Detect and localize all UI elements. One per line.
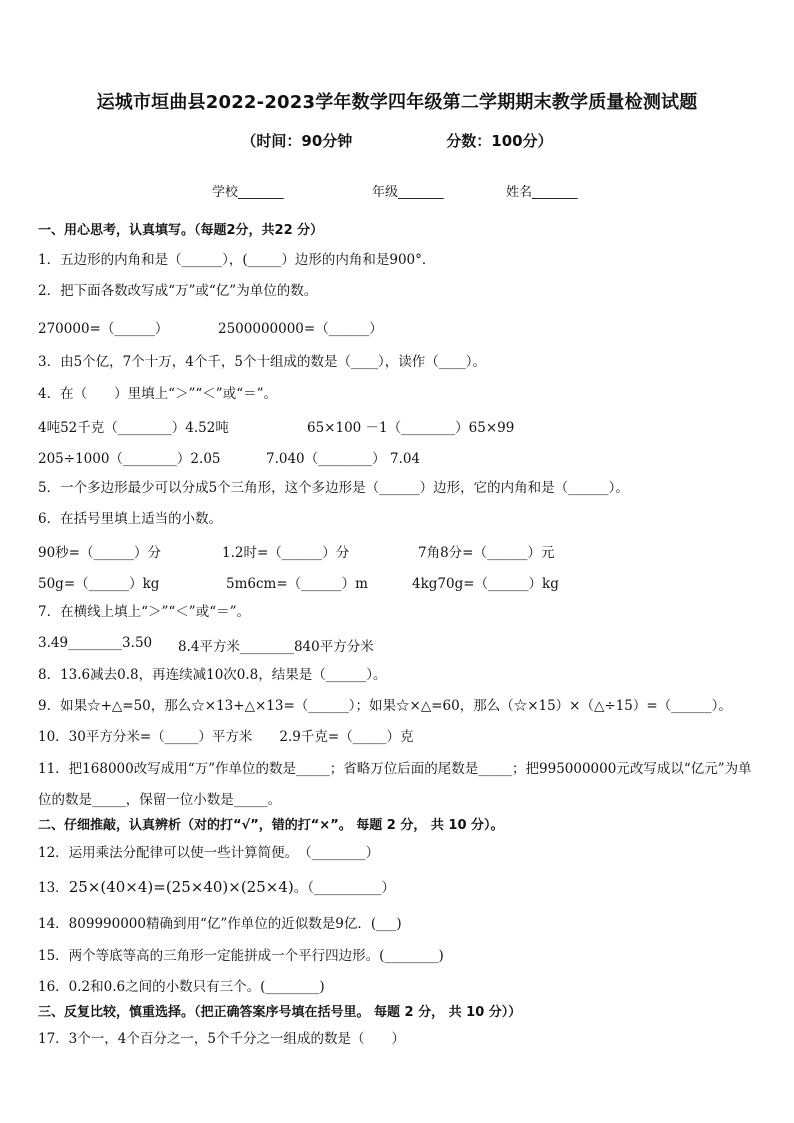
question-6: 6．在括号里填上适当的小数。 — [38, 511, 223, 527]
question-6-part-a: 90秒=（______）分 — [38, 545, 161, 561]
question-5: 5．一个多边形最少可以分成5个三角形，这个多边形是（______）边形，它的内角和是（______）。 — [38, 480, 629, 496]
school-field: 学校_______ — [212, 185, 284, 200]
question-2-part-a: 270000=（______） — [38, 321, 169, 337]
grade-field: 年级_______ — [372, 185, 444, 200]
page-title: 运城市垣曲县2022-2023学年数学四年级第二学期期末教学质量检测试题 — [96, 92, 698, 113]
question-7-part-a: 3.49________3.50 — [38, 635, 153, 651]
question-4-part-b: 65×100 －1（________）65×99 — [307, 420, 515, 436]
question-13-label: 13． — [38, 880, 69, 896]
section-heading-2: 二、仔细推敲，认真辨析（对的打“√”，错的打“×”。 每题 2 分， 共 10 分）。 — [38, 818, 504, 833]
question-2: 2．把下面各数改写成“万”或“亿”为单位的数。 — [38, 283, 318, 299]
section-heading-3: 三、反复比较，慎重选择。（把正确答案序号填在括号里。 每题 2 分， 共 10 分）） — [38, 1005, 522, 1020]
question-16: 16．0.2和0.6之间的小数只有三个。(________) — [38, 979, 325, 995]
name-field: 姓名_______ — [506, 185, 578, 200]
question-14: 14．809990000精确到用“亿”作单位的近似数是9亿．(___) — [38, 916, 402, 932]
question-7-part-b: 8.4平方米________840平方分米 — [178, 639, 374, 655]
exam-time-score: （时间：90分钟 分数：100分） — [241, 132, 553, 150]
question-13-answer: 。（__________） — [293, 880, 395, 896]
question-12: 12．运用乘法分配律可以使一些计算简便。 （________） — [38, 845, 380, 861]
question-6-part-c: 7角8分=（______）元 — [418, 545, 555, 561]
question-15: 15．两个等底等高的三角形一定能拼成一个平行四边形。(________) — [38, 948, 444, 964]
question-3: 3．由5个亿，7个十万，4个千，5个十组成的数是（____），读作（____）。 — [38, 354, 486, 370]
question-9: 9．如果☆+△=50，那么☆×13+△×13=（______）；如果☆×△=60，那么（☆×15）×（△÷15）=（______）。 — [38, 698, 732, 714]
question-6-part-b: 1.2时=（______）分 — [222, 545, 350, 561]
question-4-part-a: 4吨52千克（________）4.52吨 — [38, 420, 229, 436]
question-13-formula: 25×(40×4)=(25×40)×(25×4) — [68, 878, 294, 896]
question-7: 7．在横线上填上“＞”“＜”或“＝”。 — [38, 604, 250, 620]
question-6-part-f: 4kg70g=（______）kg — [412, 576, 559, 592]
question-8: 8．13.6减去0.8，再连续减10次0.8，结果是（______）。 — [38, 667, 387, 683]
question-4-part-c: 205÷1000（________）2.05 — [38, 451, 221, 467]
question-11-line-2: 位的数是_____，保留一位小数是_____。 — [38, 792, 281, 808]
question-6-part-e: 5m6cm=（______）m — [226, 576, 368, 592]
section-heading-1: 一、用心思考，认真填写。（每题2分，共22 分） — [38, 223, 324, 238]
question-13 — [38, 878, 395, 897]
question-11-line-1: 11．把168000改写成用“万”作单位的数是_____；省略万位后面的尾数是_____；把995000000元改写成以“亿元”为单 — [38, 761, 752, 777]
question-4-part-d: 7.040（________） 7.04 — [266, 451, 420, 467]
question-4: 4．在（ ）里填上“＞”“＜”或“＝”。 — [38, 386, 277, 402]
question-17: 17．3个一，4个百分之一，5个千分之一组成的数是（ ） — [38, 1031, 405, 1047]
question-6-part-d: 50g=（______）kg — [38, 576, 160, 592]
question-1: 1．五边形的内角和是（______），(_____）边形的内角和是900°． — [38, 252, 436, 268]
question-10: 10．30平方分米=（_____）平方米 2.9千克=（_____）克 — [38, 729, 414, 745]
question-2-part-b: 2500000000=（______） — [218, 321, 383, 337]
